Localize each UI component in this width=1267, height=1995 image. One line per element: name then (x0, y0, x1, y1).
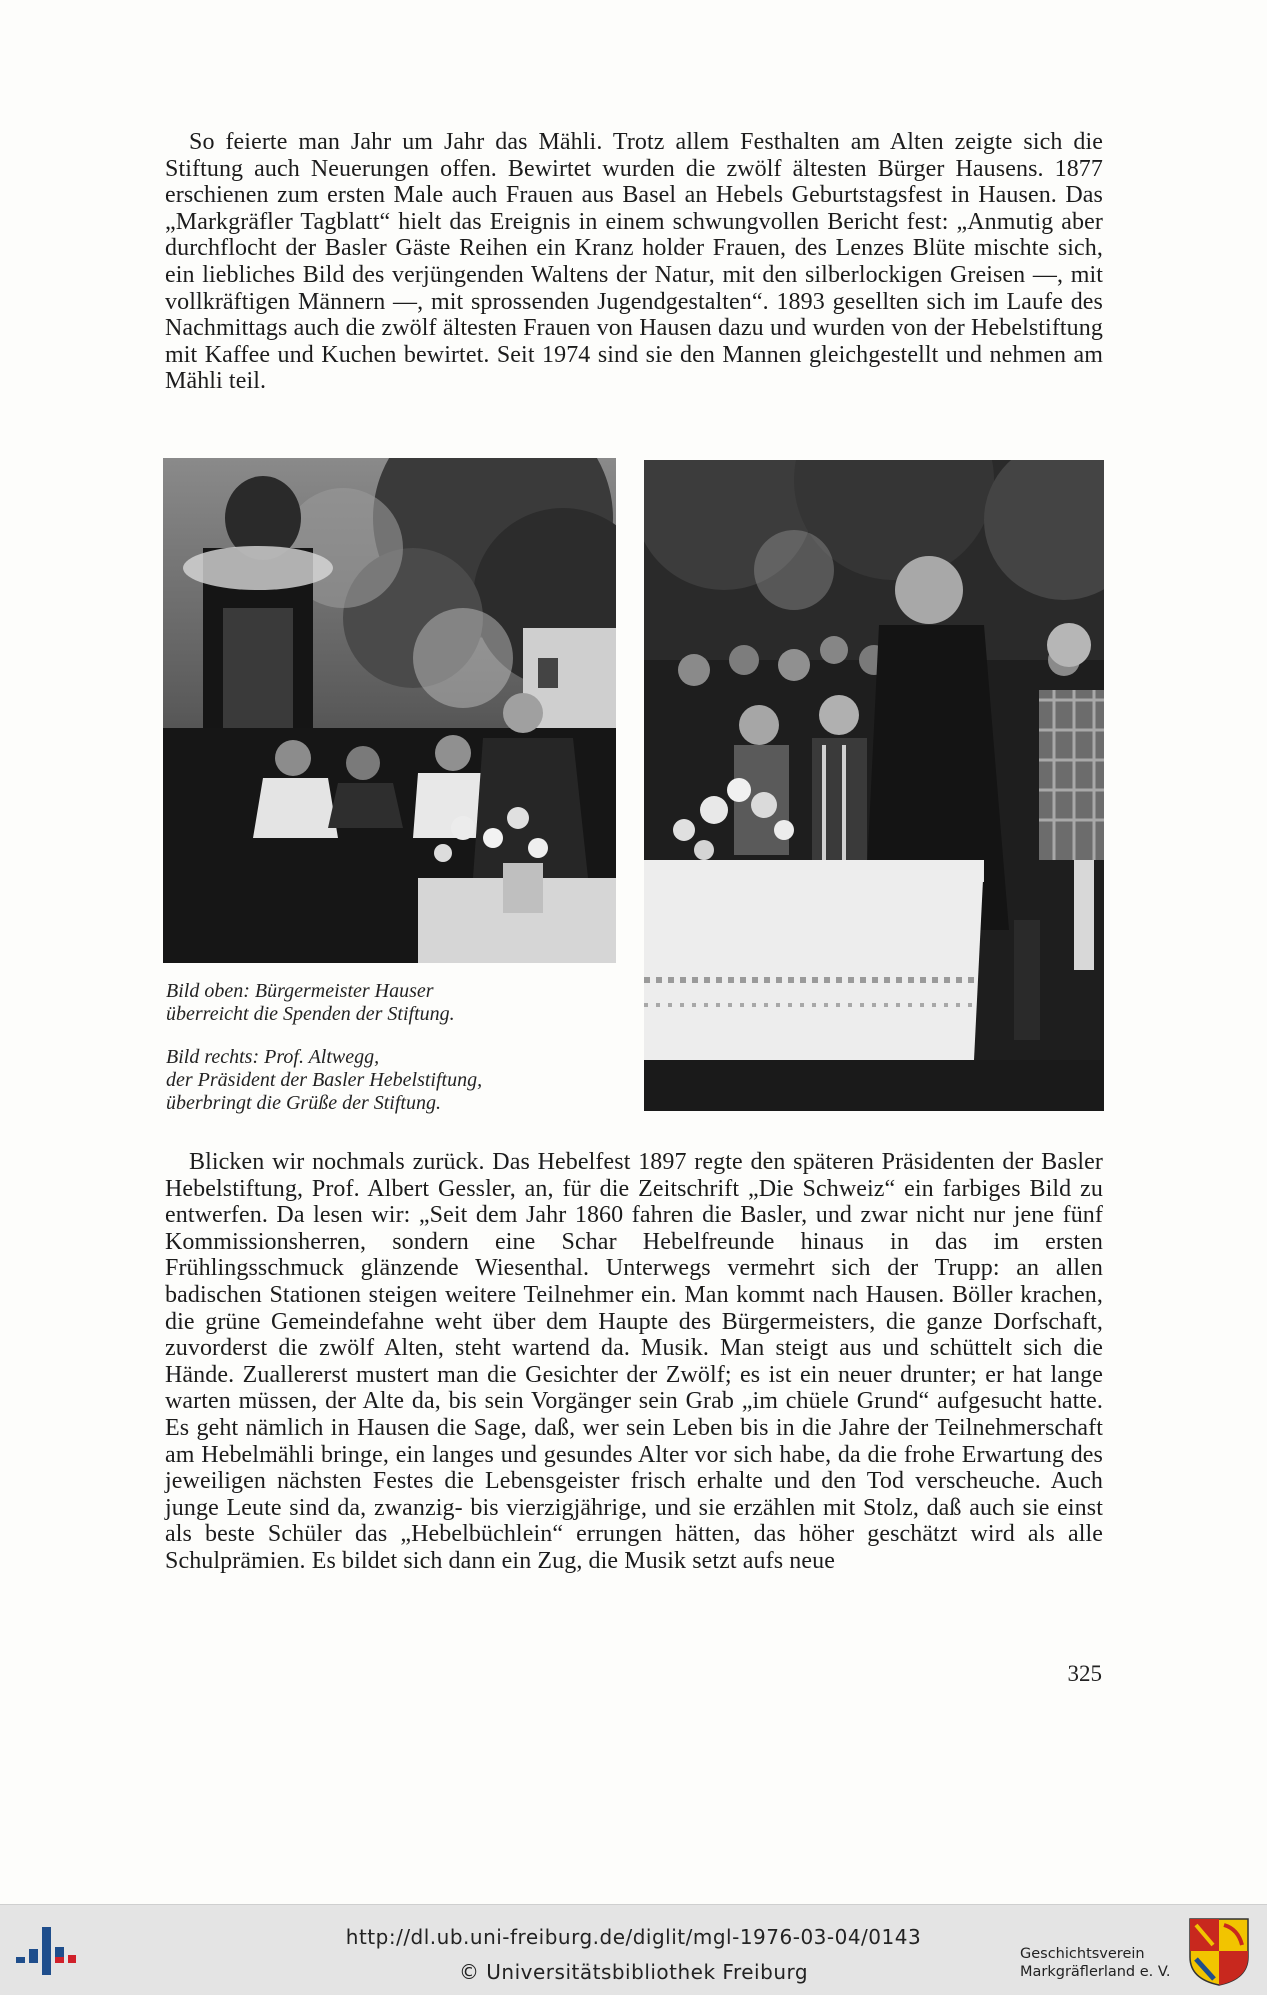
caption-line: überreicht die Spenden der Stiftung. (166, 1003, 455, 1025)
caption-photo-above (166, 980, 626, 1026)
society-name (1020, 1945, 1180, 1981)
caption-line: der Präsident der Basler Hebelstiftung, (166, 1069, 483, 1091)
caption-line: Bild rechts: Prof. Altwegg, (166, 1046, 380, 1068)
photo-prof-altwegg-speaking (644, 460, 1104, 1111)
society-line: Markgräflerland e. V. (1020, 1964, 1171, 1980)
coat-of-arms-icon (1188, 1917, 1250, 1987)
photo-mayor-handing-donations (163, 458, 616, 963)
society-line: Geschichtsverein (1020, 1946, 1145, 1962)
document-url-link[interactable]: http://dl.ub.uni-freiburg.de/diglit/mgl-1976-03-04/0143 (345, 1925, 922, 1949)
caption-line: Bild oben: Bürgermeister Hauser (166, 980, 434, 1002)
paragraph-intro: So feierte man Jahr um Jahr das Mähli. Trotz allem Festhalten am Alten zeigte sich die Stiftung auch Neuerungen offen. Bewirtet wurden die zwölf ältesten Bürger Hausens. 1877 erschienen zum ersten Male auch Frauen aus Basel an Hebels Geburtstagsfest in Hausen. Das „Markgräfler Tagblatt“ hielt das Ereignis in einem schwungvollen Bericht fest: „Anmutig aber durchflocht der Basler Gäste Reihen ein Kranz holder Frauen, des Lenzes Blüte mischte sich, ein liebliches Bild des verjüngenden Waltens der Natur, mit den silberlockigen Greisen —, mit vollkräftigen Männern —, mit sprossenden Jugendgestalten“. 1893 gesellten sich im Laufe des Nachmittags auch die zwölf ältesten Frauen von Hausen dazu und wurden von der Hebelstiftung mit Kaffee und Kuchen bewirtet. Seit 1974 sind sie den Mannen gleichgestellt und nehmen am Mähli teil. (165, 129, 1103, 395)
viewer-footer (0, 1904, 1267, 1995)
page-number: 325 (1067, 1661, 1102, 1686)
caption-line: überbringt die Grüße der Stiftung. (166, 1092, 441, 1114)
caption-photo-right (166, 1046, 626, 1115)
copyright-notice: © Universitätsbibliothek Freiburg (458, 1960, 809, 1984)
paragraph-history: Blicken wir nochmals zurück. Das Hebelfest 1897 regte den späteren Präsidenten der Basler Hebelstiftung, Prof. Albert Gessler, an, für die Zeitschrift „Die Schweiz“ ein farbiges Bild zu entwerfen. Da lesen wir: „Seit dem Jahr 1860 fahren die Basler, und zwar nicht nur jene fünf Kommissionsherren, sondern eine Schar Hebelfreunde hinaus in das im ersten Frühlingsschmuck glänzende Wiesenthal. Unterwegs vermehrt sich der Trupp: an allen badischen Stationen steigen weitere Teilnehmer ein. Man kommt nach Hausen. Böller krachen, die grüne Gemeindefahne weht über dem Haupte des Bürgermeisters, die ganze Dorfschaft, zuvorderst die zwölf Alten, steht wartend da. Musik. Man steigt aus und schüttelt sich die Hände. Zuallererst mustert man die Gesichter der Zwölf; es ist ein neuer drunter; er hat lange warten müssen, der Alte da, bis sein Vorgänger sein Grab „im chüele Grund“ aufgesucht hatte. Es geht nämlich in Hausen die Sage, daß, wer sein Leben bis in die Jahre der Teilnehmerschaft am Hebelmähli bringe, ein langes und gesundes Alter vor sich habe, da die frohe Erwartung des jeweiligen nächsten Festes die Lebensgeister frisch erhalte und den Tod verscheuche. Auch junge Leute sind da, zwanzig- bis vierzigjährige, und sie erzählen mit Stolz, daß auch sie einst als beste Schüler das „Hebelbüchlein“ errungen hätten, das höher geschätzt wird als alle Schulprämien. Es bildet sich dann ein Zug, die Musik setzt aufs neue (165, 1149, 1103, 1574)
